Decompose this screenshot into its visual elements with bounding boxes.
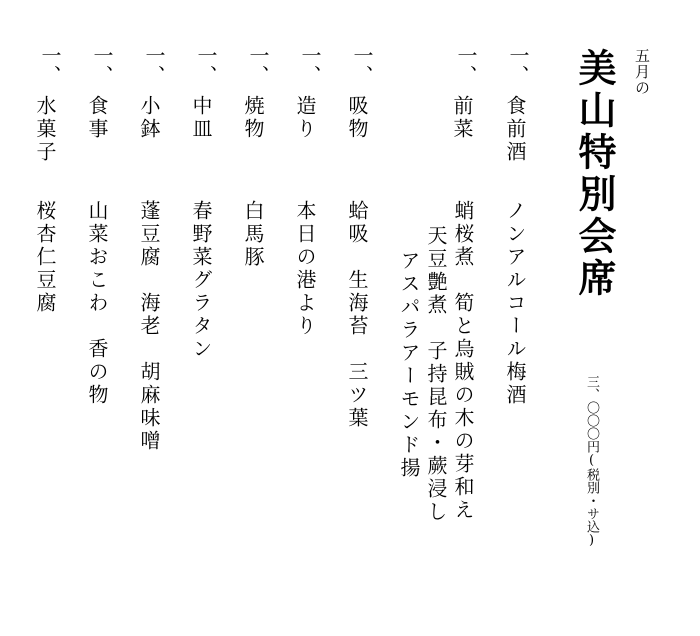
course-bullet: 一、 bbox=[298, 45, 322, 85]
course-dish: 蓬豆腐 海老 胡麻味噌 bbox=[137, 200, 161, 453]
course-category: 吸物 bbox=[345, 95, 369, 141]
course-category: 水菓子 bbox=[33, 95, 57, 164]
menu-title: 美山特別会席 bbox=[572, 48, 617, 300]
course-dish: 本日の港より bbox=[293, 200, 317, 338]
course-bullet: 一、 bbox=[246, 45, 270, 85]
course-dish: 山菜おこわ 香の物 bbox=[85, 200, 109, 407]
course-dish: 蛸桜煮 筍と烏賊の木の芽和え bbox=[451, 200, 475, 522]
course-bullet: 一、 bbox=[350, 45, 374, 85]
course-dish: 蛤吸 生海苔 三ツ葉 bbox=[345, 200, 369, 430]
course-dish: 春野菜グラタン bbox=[189, 200, 213, 361]
course-dish: ノンアルコール梅酒 bbox=[503, 200, 527, 407]
course-bullet: 一、 bbox=[90, 45, 114, 85]
course-bullet: 一、 bbox=[506, 45, 530, 85]
course-category: 中皿 bbox=[189, 95, 213, 141]
course-bullet: 一、 bbox=[454, 45, 478, 85]
course-category: 小鉢 bbox=[137, 95, 161, 141]
course-dish: 白馬豚 bbox=[241, 200, 265, 269]
course-category: 前菜 bbox=[450, 95, 474, 141]
course-dish: 桜杏仁豆腐 bbox=[33, 200, 57, 315]
course-bullet: 一、 bbox=[38, 45, 62, 85]
course-bullet: 一、 bbox=[142, 45, 166, 85]
course-dish: アスパラアーモンド揚 bbox=[397, 250, 421, 480]
menu-subtitle: 五月の bbox=[633, 48, 651, 96]
course-category: 焼物 bbox=[241, 95, 265, 141]
course-bullet: 一、 bbox=[194, 45, 218, 85]
course-category: 造り bbox=[293, 95, 317, 141]
course-category: 食事 bbox=[85, 95, 109, 141]
menu-price: 三、〇〇〇円(税別・サ込) bbox=[584, 375, 599, 548]
course-dish: 天豆艶煮 子持昆布・蕨浸し bbox=[424, 225, 448, 524]
course-category: 食前酒 bbox=[503, 95, 527, 164]
